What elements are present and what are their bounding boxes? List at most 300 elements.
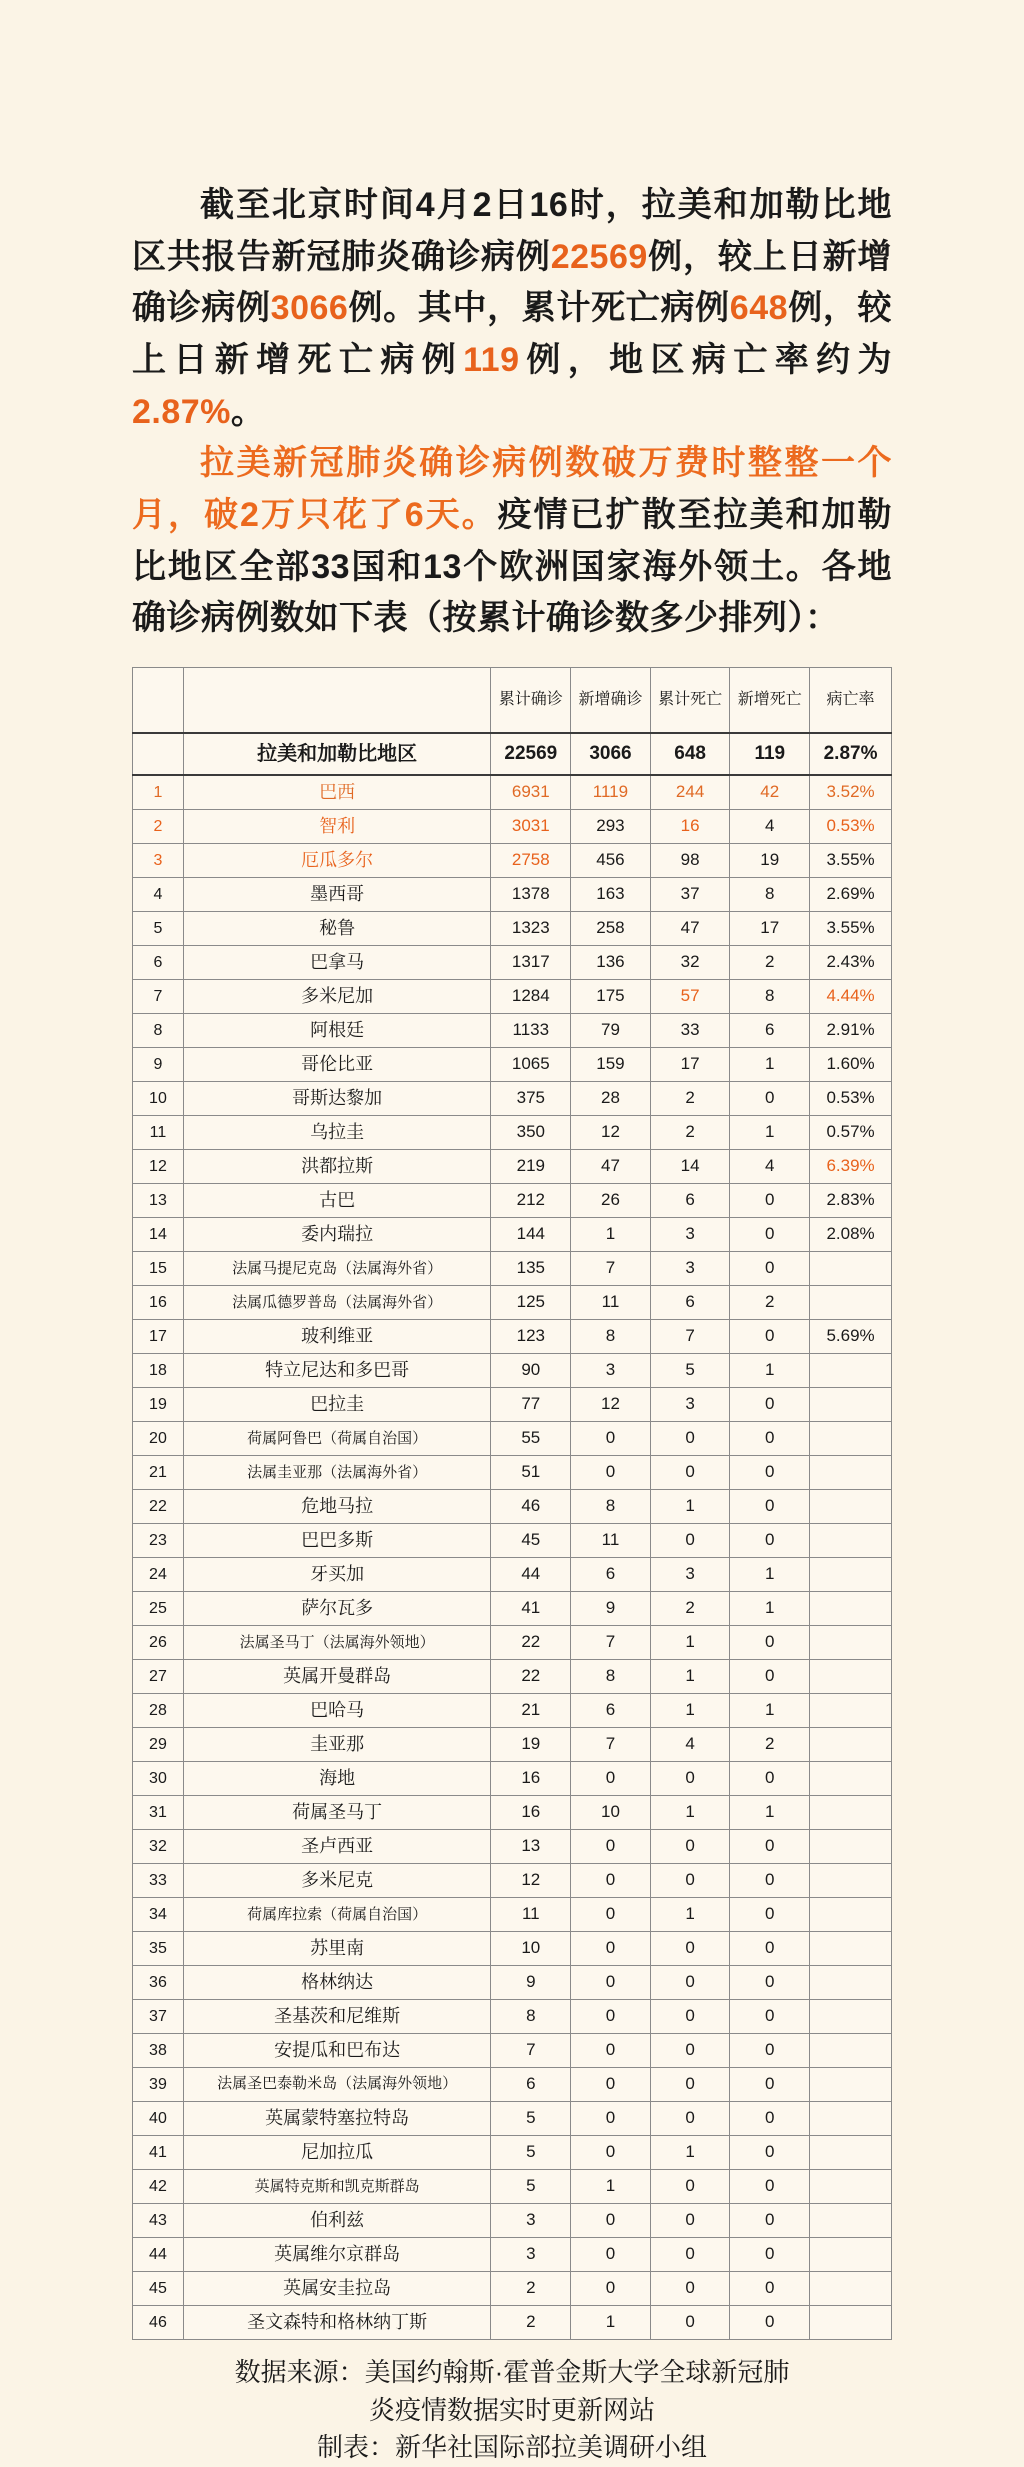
- row-cumulative-cases: 22: [491, 1660, 571, 1694]
- row-cumulative-cases: 219: [491, 1150, 571, 1184]
- table-header: [133, 668, 892, 734]
- table-row: [133, 1524, 892, 1558]
- row-rank: 10: [133, 1082, 184, 1116]
- row-cumulative-cases: 90: [491, 1354, 571, 1388]
- row-new-cases: 1: [571, 2306, 651, 2340]
- row-new-cases: 11: [571, 1524, 651, 1558]
- total-deaths-highlight: 648: [729, 289, 789, 328]
- row-rank: 3: [133, 844, 184, 878]
- row-new-cases: 9: [571, 1592, 651, 1626]
- row-fatality-rate: [810, 1830, 892, 1864]
- row-cumulative-cases: 8: [491, 2000, 571, 2034]
- row-new-deaths: 1: [730, 1694, 810, 1728]
- row-new-deaths: 1: [730, 1048, 810, 1082]
- row-region-name: 多米尼克: [183, 1864, 491, 1898]
- table-row: [133, 1830, 892, 1864]
- row-cumulative-cases: 350: [491, 1116, 571, 1150]
- row-rank: 12: [133, 1150, 184, 1184]
- table-row: [133, 1422, 892, 1456]
- row-cumulative-cases: 5: [491, 2102, 571, 2136]
- row-cumulative-cases: 41: [491, 1592, 571, 1626]
- row-fatality-rate: [810, 2170, 892, 2204]
- row-region-name: 哥斯达黎加: [183, 1082, 491, 1116]
- row-new-cases: 0: [571, 1898, 651, 1932]
- row-cumulative-cases: 144: [491, 1218, 571, 1252]
- row-rank: 15: [133, 1252, 184, 1286]
- row-rank: 7: [133, 980, 184, 1014]
- row-region-name: 圣卢西亚: [183, 1830, 491, 1864]
- row-rank: 1: [133, 775, 184, 810]
- row-new-cases: 456: [571, 844, 651, 878]
- row-new-deaths: 0: [730, 1932, 810, 1966]
- row-cumulative-cases: 44: [491, 1558, 571, 1592]
- row-new-deaths: 0: [730, 1320, 810, 1354]
- table-row: [133, 1286, 892, 1320]
- table-row: [133, 1116, 892, 1150]
- row-new-cases: 175: [571, 980, 651, 1014]
- row-new-deaths: 0: [730, 1082, 810, 1116]
- row-cumulative-deaths: 32: [650, 946, 730, 980]
- row-fatality-rate: [810, 1524, 892, 1558]
- row-cumulative-cases: 45: [491, 1524, 571, 1558]
- row-fatality-rate: [810, 1592, 892, 1626]
- row-fatality-rate: 2.83%: [810, 1184, 892, 1218]
- table-row: [133, 980, 892, 1014]
- row-fatality-rate: [810, 2000, 892, 2034]
- row-region-name: 巴哈马: [183, 1694, 491, 1728]
- row-fatality-rate: [810, 1660, 892, 1694]
- row-fatality-rate: 4.44%: [810, 980, 892, 1014]
- row-cumulative-cases: 6931: [491, 775, 571, 810]
- intro-text-c: 例。其中，累计死亡病例: [348, 289, 730, 328]
- row-rank: 37: [133, 2000, 184, 2034]
- row-cumulative-cases: 22: [491, 1626, 571, 1660]
- row-new-cases: 0: [571, 1456, 651, 1490]
- row-rank: 28: [133, 1694, 184, 1728]
- row-cumulative-cases: 5: [491, 2136, 571, 2170]
- row-new-deaths: 0: [730, 2068, 810, 2102]
- row-cumulative-deaths: 0: [650, 2034, 730, 2068]
- row-new-deaths: 8: [730, 878, 810, 912]
- row-new-cases: 1119: [571, 775, 651, 810]
- row-new-deaths: 17: [730, 912, 810, 946]
- row-cumulative-deaths: 3: [650, 1252, 730, 1286]
- table-row: [133, 878, 892, 912]
- row-new-cases: 3: [571, 1354, 651, 1388]
- row-rank: 5: [133, 912, 184, 946]
- row-cumulative-cases: 11: [491, 1898, 571, 1932]
- row-fatality-rate: 5.69%: [810, 1320, 892, 1354]
- row-rank: 17: [133, 1320, 184, 1354]
- row-cumulative-cases: 3: [491, 2204, 571, 2238]
- row-new-cases: 8: [571, 1320, 651, 1354]
- fatality-rate-highlight: 2.87%: [132, 392, 231, 431]
- row-new-cases: 79: [571, 1014, 651, 1048]
- row-fatality-rate: [810, 1354, 892, 1388]
- table-row: [133, 2000, 892, 2034]
- row-region-name: 萨尔瓦多: [183, 1592, 491, 1626]
- row-fatality-rate: [810, 1252, 892, 1286]
- row-region-name: 洪都拉斯: [183, 1150, 491, 1184]
- row-cumulative-cases: 1284: [491, 980, 571, 1014]
- row-cumulative-deaths: 0: [650, 1830, 730, 1864]
- row-cumulative-deaths: 0: [650, 1422, 730, 1456]
- row-new-deaths: 0: [730, 2238, 810, 2272]
- row-cumulative-deaths: 0: [650, 2272, 730, 2306]
- table-row: [133, 1252, 892, 1286]
- header-new-cases: 新增确诊: [571, 668, 651, 734]
- covid-data-table: [132, 667, 892, 2340]
- row-new-deaths: 2: [730, 1728, 810, 1762]
- row-cumulative-deaths: 0: [650, 2000, 730, 2034]
- row-region-name: 危地马拉: [183, 1490, 491, 1524]
- row-region-name: 特立尼达和多巴哥: [183, 1354, 491, 1388]
- row-new-deaths: 1: [730, 1592, 810, 1626]
- intro-paragraph-1: [132, 180, 892, 438]
- table-header-row: [133, 668, 892, 734]
- new-cases-highlight: 3066: [270, 289, 349, 328]
- row-fatality-rate: [810, 1728, 892, 1762]
- table-row: [133, 2238, 892, 2272]
- row-cumulative-cases: 19: [491, 1728, 571, 1762]
- row-rank: 40: [133, 2102, 184, 2136]
- total-region-name: 拉美和加勒比地区: [183, 733, 491, 775]
- row-new-deaths: 2: [730, 1286, 810, 1320]
- row-new-cases: 7: [571, 1252, 651, 1286]
- row-new-deaths: 0: [730, 1422, 810, 1456]
- row-region-name: 尼加拉瓜: [183, 2136, 491, 2170]
- row-fatality-rate: [810, 2204, 892, 2238]
- row-new-cases: 0: [571, 1762, 651, 1796]
- footer-attribution: [122, 2354, 902, 2467]
- row-rank: 35: [133, 1932, 184, 1966]
- row-rank: 13: [133, 1184, 184, 1218]
- row-region-name: 荷属圣马丁: [183, 1796, 491, 1830]
- row-new-deaths: 0: [730, 1456, 810, 1490]
- table-row: [133, 2034, 892, 2068]
- row-region-name: 乌拉圭: [183, 1116, 491, 1150]
- row-cumulative-deaths: 3: [650, 1218, 730, 1252]
- row-cumulative-cases: 2: [491, 2306, 571, 2340]
- row-new-deaths: 0: [730, 1966, 810, 2000]
- row-new-deaths: 0: [730, 2204, 810, 2238]
- table-row: [133, 1864, 892, 1898]
- row-rank: 4: [133, 878, 184, 912]
- row-cumulative-deaths: 4: [650, 1728, 730, 1762]
- row-fatality-rate: [810, 1932, 892, 1966]
- row-cumulative-deaths: 2: [650, 1116, 730, 1150]
- row-fatality-rate: 6.39%: [810, 1150, 892, 1184]
- row-cumulative-deaths: 0: [650, 1932, 730, 1966]
- row-cumulative-cases: 1378: [491, 878, 571, 912]
- row-new-deaths: 0: [730, 1864, 810, 1898]
- row-region-name: 英属维尔京群岛: [183, 2238, 491, 2272]
- row-new-deaths: 0: [730, 1388, 810, 1422]
- row-rank: 11: [133, 1116, 184, 1150]
- header-rank: [133, 668, 184, 734]
- table-row: [133, 1320, 892, 1354]
- total-fatality-rate: 2.87%: [810, 733, 892, 775]
- row-region-name: 哥伦比亚: [183, 1048, 491, 1082]
- row-cumulative-cases: 16: [491, 1796, 571, 1830]
- row-cumulative-cases: 2758: [491, 844, 571, 878]
- row-fatality-rate: 1.60%: [810, 1048, 892, 1082]
- header-cumulative-cases: 累计确诊: [491, 668, 571, 734]
- row-rank: 29: [133, 1728, 184, 1762]
- row-new-deaths: 0: [730, 1898, 810, 1932]
- row-region-name: 巴拉圭: [183, 1388, 491, 1422]
- table-row: [133, 1082, 892, 1116]
- row-region-name: 格林纳达: [183, 1966, 491, 2000]
- row-new-cases: 8: [571, 1490, 651, 1524]
- intro-text-spread: 疫情已扩散至拉美和加勒比地区全部33国和13个欧洲国家海外领土。各地确诊病例数如下表（按累计确诊数多少排列）：: [132, 496, 892, 638]
- row-new-deaths: 4: [730, 810, 810, 844]
- new-deaths-highlight: 119: [463, 341, 520, 380]
- row-new-cases: 0: [571, 1864, 651, 1898]
- row-cumulative-cases: 55: [491, 1422, 571, 1456]
- row-new-cases: 7: [571, 1728, 651, 1762]
- row-new-cases: 0: [571, 1422, 651, 1456]
- row-new-deaths: 0: [730, 1830, 810, 1864]
- row-rank: 34: [133, 1898, 184, 1932]
- table-row: [133, 2102, 892, 2136]
- row-fatality-rate: [810, 1626, 892, 1660]
- table-row: [133, 912, 892, 946]
- row-fatality-rate: 3.55%: [810, 844, 892, 878]
- row-fatality-rate: [810, 2068, 892, 2102]
- row-cumulative-deaths: 1: [650, 1490, 730, 1524]
- row-rank: 2: [133, 810, 184, 844]
- intro-text-b: 例，较上日新增确诊病例: [132, 237, 893, 328]
- table-total-row: [133, 733, 892, 775]
- row-fatality-rate: [810, 1490, 892, 1524]
- table-row: [133, 1762, 892, 1796]
- table-row: [133, 2136, 892, 2170]
- row-rank: 31: [133, 1796, 184, 1830]
- row-region-name: 伯利兹: [183, 2204, 491, 2238]
- table-row: [133, 1150, 892, 1184]
- row-cumulative-deaths: 3: [650, 1558, 730, 1592]
- intro-text-d: 例，较上日新增死亡病例: [132, 289, 893, 380]
- row-new-cases: 12: [571, 1388, 651, 1422]
- row-cumulative-cases: 1323: [491, 912, 571, 946]
- row-cumulative-deaths: 57: [650, 980, 730, 1014]
- row-new-cases: 12: [571, 1116, 651, 1150]
- row-region-name: 多米尼加: [183, 980, 491, 1014]
- row-region-name: 荷属库拉索（荷属自治国）: [183, 1898, 491, 1932]
- row-rank: 18: [133, 1354, 184, 1388]
- row-new-deaths: 1: [730, 1796, 810, 1830]
- row-rank: 30: [133, 1762, 184, 1796]
- row-cumulative-deaths: 0: [650, 1524, 730, 1558]
- row-cumulative-deaths: 1: [650, 1626, 730, 1660]
- row-fatality-rate: [810, 1762, 892, 1796]
- row-new-deaths: 0: [730, 1184, 810, 1218]
- row-region-name: 巴拿马: [183, 946, 491, 980]
- row-rank: 43: [133, 2204, 184, 2238]
- row-region-name: 圣文森特和格林纳丁斯: [183, 2306, 491, 2340]
- row-region-name: 法属圭亚那（法属海外省）: [183, 1456, 491, 1490]
- row-fatality-rate: [810, 1796, 892, 1830]
- row-new-cases: 0: [571, 2102, 651, 2136]
- row-rank: 42: [133, 2170, 184, 2204]
- row-new-cases: 6: [571, 1558, 651, 1592]
- row-cumulative-deaths: 37: [650, 878, 730, 912]
- row-new-cases: 1: [571, 1218, 651, 1252]
- row-fatality-rate: [810, 1864, 892, 1898]
- row-cumulative-deaths: 0: [650, 1456, 730, 1490]
- header-fatality-rate: 病亡率: [810, 668, 892, 734]
- table-row: [133, 1592, 892, 1626]
- table-row: [133, 1456, 892, 1490]
- row-region-name: 古巴: [183, 1184, 491, 1218]
- row-fatality-rate: 2.91%: [810, 1014, 892, 1048]
- total-cumulative-deaths: 648: [650, 733, 730, 775]
- row-region-name: 英属安圭拉岛: [183, 2272, 491, 2306]
- row-fatality-rate: [810, 2238, 892, 2272]
- row-new-cases: 26: [571, 1184, 651, 1218]
- row-fatality-rate: [810, 2136, 892, 2170]
- row-fatality-rate: [810, 1694, 892, 1728]
- intro-text-e: 例，地区病亡率约为: [519, 341, 892, 380]
- row-cumulative-deaths: 0: [650, 2068, 730, 2102]
- row-region-name: 巴巴多斯: [183, 1524, 491, 1558]
- row-cumulative-cases: 135: [491, 1252, 571, 1286]
- intro-paragraph-2: [132, 438, 892, 645]
- row-new-deaths: 1: [730, 1116, 810, 1150]
- row-cumulative-deaths: 244: [650, 775, 730, 810]
- row-new-deaths: 0: [730, 1218, 810, 1252]
- row-region-name: 玻利维亚: [183, 1320, 491, 1354]
- row-region-name: 阿根廷: [183, 1014, 491, 1048]
- row-region-name: 巴西: [183, 775, 491, 810]
- row-cumulative-cases: 77: [491, 1388, 571, 1422]
- row-cumulative-deaths: 5: [650, 1354, 730, 1388]
- row-fatality-rate: [810, 2306, 892, 2340]
- data-source-line-1: 数据来源：美国约翰斯·霍普金斯大学全球新冠肺: [234, 2357, 790, 2388]
- row-new-cases: 0: [571, 2204, 651, 2238]
- row-fatality-rate: 0.53%: [810, 1082, 892, 1116]
- table-row: [133, 2170, 892, 2204]
- row-new-deaths: 8: [730, 980, 810, 1014]
- row-cumulative-cases: 7: [491, 2034, 571, 2068]
- row-new-cases: 293: [571, 810, 651, 844]
- row-new-cases: 0: [571, 2034, 651, 2068]
- table-row: [133, 1660, 892, 1694]
- row-new-cases: 7: [571, 1626, 651, 1660]
- row-new-cases: 6: [571, 1694, 651, 1728]
- row-new-deaths: 0: [730, 1252, 810, 1286]
- row-rank: 33: [133, 1864, 184, 1898]
- row-new-deaths: 0: [730, 2102, 810, 2136]
- table-row: [133, 1388, 892, 1422]
- row-new-cases: 1: [571, 2170, 651, 2204]
- data-source-line-2: 炎疫情数据实时更新网站: [368, 2394, 655, 2425]
- row-rank: 16: [133, 1286, 184, 1320]
- row-cumulative-cases: 46: [491, 1490, 571, 1524]
- row-rank: 41: [133, 2136, 184, 2170]
- row-rank: 38: [133, 2034, 184, 2068]
- row-region-name: 安提瓜和巴布达: [183, 2034, 491, 2068]
- row-cumulative-deaths: 1: [650, 1796, 730, 1830]
- row-rank: 9: [133, 1048, 184, 1082]
- row-fatality-rate: 3.55%: [810, 912, 892, 946]
- row-rank: 24: [133, 1558, 184, 1592]
- row-fatality-rate: 2.43%: [810, 946, 892, 980]
- row-cumulative-deaths: 1: [650, 1660, 730, 1694]
- row-new-cases: 0: [571, 2000, 651, 2034]
- row-region-name: 墨西哥: [183, 878, 491, 912]
- row-new-deaths: 2: [730, 946, 810, 980]
- row-rank: 21: [133, 1456, 184, 1490]
- row-cumulative-cases: 9: [491, 1966, 571, 2000]
- row-rank: 8: [133, 1014, 184, 1048]
- table-row: [133, 775, 892, 810]
- row-new-deaths: 19: [730, 844, 810, 878]
- row-new-deaths: 0: [730, 1490, 810, 1524]
- table-row: [133, 1728, 892, 1762]
- table-row: [133, 844, 892, 878]
- row-cumulative-cases: 3031: [491, 810, 571, 844]
- row-fatality-rate: [810, 2034, 892, 2068]
- row-cumulative-deaths: 6: [650, 1286, 730, 1320]
- table-row: [133, 1626, 892, 1660]
- row-fatality-rate: 3.52%: [810, 775, 892, 810]
- table-row: [133, 2272, 892, 2306]
- row-rank: 39: [133, 2068, 184, 2102]
- row-rank: 22: [133, 1490, 184, 1524]
- row-new-deaths: 0: [730, 2272, 810, 2306]
- row-region-name: 秘鲁: [183, 912, 491, 946]
- row-region-name: 法属瓜德罗普岛（法属海外省）: [183, 1286, 491, 1320]
- row-cumulative-deaths: 0: [650, 2102, 730, 2136]
- row-cumulative-cases: 10: [491, 1932, 571, 1966]
- row-fatality-rate: 0.57%: [810, 1116, 892, 1150]
- row-region-name: 厄瓜多尔: [183, 844, 491, 878]
- row-new-deaths: 0: [730, 2034, 810, 2068]
- row-new-cases: 8: [571, 1660, 651, 1694]
- row-rank: 27: [133, 1660, 184, 1694]
- row-rank: 6: [133, 946, 184, 980]
- row-new-cases: 159: [571, 1048, 651, 1082]
- row-cumulative-deaths: 47: [650, 912, 730, 946]
- row-cumulative-cases: 13: [491, 1830, 571, 1864]
- row-cumulative-deaths: 6: [650, 1184, 730, 1218]
- row-fatality-rate: [810, 1558, 892, 1592]
- row-rank: 46: [133, 2306, 184, 2340]
- row-region-name: 海地: [183, 1762, 491, 1796]
- row-cumulative-cases: 12: [491, 1864, 571, 1898]
- row-cumulative-cases: 16: [491, 1762, 571, 1796]
- row-fatality-rate: [810, 1388, 892, 1422]
- row-fatality-rate: [810, 1286, 892, 1320]
- row-fatality-rate: [810, 1456, 892, 1490]
- table-row: [133, 1218, 892, 1252]
- table-body: [133, 733, 892, 2340]
- row-new-cases: 0: [571, 2136, 651, 2170]
- row-region-name: 苏里南: [183, 1932, 491, 1966]
- row-cumulative-cases: 1133: [491, 1014, 571, 1048]
- row-new-deaths: 0: [730, 2306, 810, 2340]
- row-new-cases: 47: [571, 1150, 651, 1184]
- table-row: [133, 1558, 892, 1592]
- row-cumulative-cases: 375: [491, 1082, 571, 1116]
- row-fatality-rate: [810, 1966, 892, 2000]
- row-cumulative-cases: 125: [491, 1286, 571, 1320]
- row-cumulative-cases: 3: [491, 2238, 571, 2272]
- row-rank: 25: [133, 1592, 184, 1626]
- header-new-deaths: 新增死亡: [730, 668, 810, 734]
